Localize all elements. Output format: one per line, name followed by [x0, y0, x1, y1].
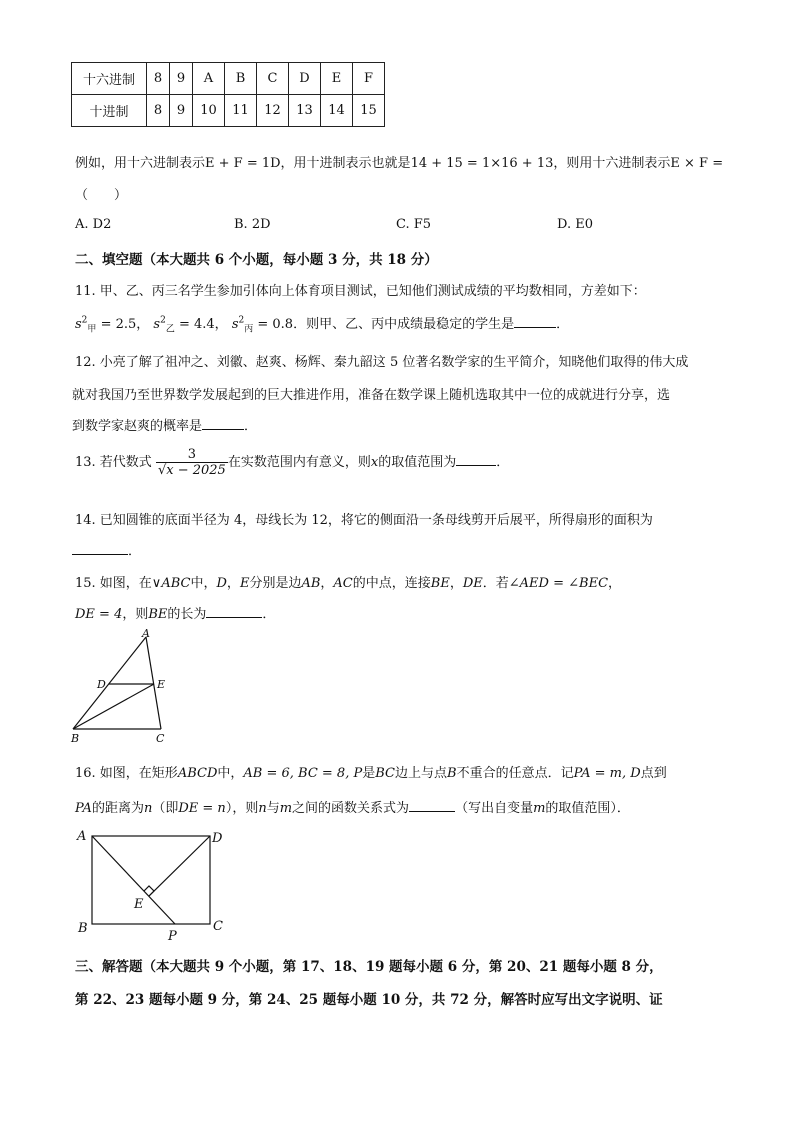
- q15-e: E: [239, 576, 250, 591]
- q16-bc: BC: [375, 766, 395, 781]
- rectangle-figure: [72, 826, 232, 944]
- table-cell: 14: [321, 95, 353, 127]
- q15-line2-tail: 的长为: [167, 607, 207, 622]
- q15-ac: AC: [333, 576, 353, 591]
- table-cell: C: [257, 63, 289, 95]
- q11-var-a: = 2.5: [100, 317, 137, 332]
- q15-ab: AB: [301, 576, 321, 591]
- q12-line1: 12. 小亮了解了祖冲之、刘徽、赵爽、杨辉、秦九韶这 5 位著名数学家的生平简介，知晓他们取得的伟大成: [75, 355, 689, 370]
- section3-line1: 三、解答题（本大题共 9 个小题，第 17、18、19 题每小题 6 分，第 20、21 题每小题 8 分，: [75, 959, 663, 975]
- q15-text5: ．若: [482, 576, 509, 591]
- q16-line2-e: 与: [266, 801, 280, 816]
- q15-text2: 中，: [190, 576, 217, 591]
- q16-n: n: [143, 801, 153, 816]
- q10-text-a: 例如，用十六进制表示: [75, 156, 206, 171]
- answer-blank: [409, 799, 455, 812]
- period: ．: [496, 455, 510, 470]
- q16-abcd: ABCD: [177, 766, 218, 781]
- q15-text4: 的中点，连接: [352, 576, 431, 591]
- label-c: C: [213, 919, 223, 934]
- q15-abc: ABC: [161, 576, 191, 591]
- label-e: E: [134, 897, 144, 912]
- label-a: A: [142, 628, 150, 640]
- q15-de-eq: DE = 4: [75, 607, 123, 622]
- q15-comma: ，: [449, 576, 463, 591]
- q10-expr1: E + F = 1D: [205, 156, 281, 171]
- q11-sub-a: 甲: [87, 324, 97, 335]
- table-row-label: 十进制: [72, 95, 147, 127]
- q11-sub-c: 丙: [244, 324, 254, 335]
- q11-sub-b: 乙: [165, 324, 175, 335]
- q10-expr3: E × F =: [670, 156, 724, 171]
- q15-comma: ，: [320, 576, 334, 591]
- q16-m2: m: [533, 801, 546, 816]
- table-cell: 15: [353, 95, 385, 127]
- table-cell: 9: [170, 95, 193, 127]
- q15-comma: ，: [608, 576, 622, 591]
- q13-radicand: x − 2025: [166, 463, 226, 478]
- q10-text-c: ，则用十六进制表示: [553, 156, 671, 171]
- table-cell: 13: [289, 95, 321, 127]
- q16-line2-h: 的取值范围）．: [545, 801, 630, 816]
- q16-text2: 中，: [217, 766, 244, 781]
- q15-be2: BE: [148, 607, 168, 622]
- triangle-figure: [66, 628, 186, 746]
- rectangle-abcd: [92, 836, 210, 924]
- period: ．: [556, 317, 570, 332]
- segment-ab: [73, 637, 146, 729]
- q13-numerator: 3: [156, 447, 228, 463]
- table-cell: 12: [257, 95, 289, 127]
- q16-n2: n: [258, 801, 267, 816]
- q16-de-eq: DE = n: [178, 801, 226, 816]
- q16-text5: 不重合的任意点．记: [456, 766, 574, 781]
- q10-text-b: ，用十进制表示也就是: [280, 156, 411, 171]
- q10-option-b: B. 2D: [234, 217, 271, 232]
- table-cell: 9: [170, 63, 193, 95]
- q11-line1: 11. 甲、乙、丙三名学生参加引体向上体育项目测试，已知他们测试成绩的平均数相同，方差如下：: [75, 284, 646, 299]
- q12-line2: 就对我国乃至世界数学发展起到的巨大推进作用，准备在数学课上随机选取其中一位的成就进行分享，选: [72, 388, 671, 403]
- q15-de: DE: [462, 576, 483, 591]
- period: ．: [262, 607, 276, 622]
- table-row-label: 十六进制: [72, 63, 147, 95]
- q12-line3: [72, 415, 257, 434]
- q16-line2-f: 之间的函数关系式为: [292, 801, 410, 816]
- q10-option-c: C. F5: [396, 217, 432, 232]
- right-angle-mark: [144, 886, 154, 896]
- q15-be: BE: [430, 576, 450, 591]
- label-b: B: [78, 921, 88, 936]
- label-e: E: [157, 678, 166, 691]
- q10-paren: （ ）: [75, 188, 128, 203]
- label-d: D: [212, 831, 223, 846]
- answer-blank: [514, 315, 556, 328]
- table-cell: F: [353, 63, 385, 95]
- q10-option-a: A. D2: [75, 217, 112, 232]
- table-row: [72, 63, 385, 95]
- q16-line2-b: 的距离为: [91, 801, 144, 816]
- q13-fraction: [156, 447, 228, 478]
- table-row: [72, 95, 385, 127]
- table-cell: 8: [147, 63, 170, 95]
- q16-m: m: [279, 801, 293, 816]
- segment-be: [73, 684, 154, 729]
- q15-comma: ，: [226, 576, 240, 591]
- section3-line2: 第 22、23 题每小题 9 分，第 24、25 题每小题 10 分，共 72 分，解答时应写出文字说明、证: [75, 992, 663, 1008]
- table-cell: B: [225, 63, 257, 95]
- table-cell: 8: [147, 95, 170, 127]
- q11-var-c: = 0.8: [257, 317, 294, 332]
- label-c: C: [156, 732, 165, 745]
- table-cell: E: [321, 63, 353, 95]
- q16-cond: AB = 6, BC = 8, P: [243, 766, 363, 781]
- q15-line1: [75, 572, 621, 591]
- table-cell: 10: [193, 95, 225, 127]
- q15-angle-eq: ∠AED = ∠BEC: [508, 576, 609, 591]
- q13-suffix: 的取值范围为: [378, 455, 457, 470]
- label-b: B: [71, 732, 80, 745]
- q11-line2: $s^2_甲 = 2.5$， $s^2_乙 = 4.4$， $s^2_丙 = 0.8$．则甲、乙、丙中成绩最稳定的学生是 ．: [75, 315, 570, 335]
- q13-var: x: [370, 455, 379, 470]
- q15-line2: [75, 603, 275, 622]
- section-heading: 二、填空题（本大题共 6 个小题，每小题 3 分，共 18 分）: [75, 252, 438, 268]
- answer-blank: [72, 542, 128, 555]
- answer-blank: [202, 417, 244, 430]
- q16-pa: PA: [75, 801, 92, 816]
- q13-denominator: √x − 2025: [157, 463, 226, 478]
- period: ．: [244, 419, 258, 434]
- q16-b: B: [447, 766, 457, 781]
- label-p: P: [168, 929, 177, 944]
- q15-d: D: [216, 576, 227, 591]
- q16-text1: 16. 如图，在矩形: [75, 766, 178, 781]
- q15-line2-text: ，则: [122, 607, 149, 622]
- q14-line1: 14. 已知圆锥的底面半径为 4，母线长为 12，将它的侧面沿一条母线剪开后展平，所得扇形的面积为: [75, 513, 653, 528]
- hex-conversion-table: [71, 62, 385, 127]
- q16-line2-d: ），则: [225, 801, 259, 816]
- table-cell: D: [289, 63, 321, 95]
- label-a: A: [77, 829, 87, 844]
- period: ．: [128, 544, 142, 559]
- q10-expr2: 14 + 15 = 1×16 + 13: [410, 156, 554, 171]
- segment-de: [149, 836, 210, 896]
- q15-text1: 15. 如图，在∨: [75, 576, 162, 591]
- q16-text6: 点到: [640, 766, 667, 781]
- q16-line1: [75, 762, 667, 781]
- q10-option-d: D. E0: [557, 217, 593, 232]
- q11-var-b: = 4.4: [178, 317, 215, 332]
- q16-line2: [75, 797, 630, 816]
- q15-text3: 分别是边: [249, 576, 302, 591]
- table-cell: 11: [225, 95, 257, 127]
- q14-line2: [72, 540, 141, 559]
- q13-line: [75, 447, 509, 478]
- label-d: D: [97, 678, 106, 691]
- q16-pam: PA = m, D: [573, 766, 641, 781]
- q16-line2-c: （即: [152, 801, 179, 816]
- q13-prefix: 13. 若代数式: [75, 455, 152, 470]
- answer-blank: [206, 605, 262, 618]
- q16-text3: 是: [362, 766, 376, 781]
- q13-middle: 在实数范围内有意义，则: [227, 455, 371, 470]
- answer-blank: [456, 453, 496, 466]
- q10-text: [75, 152, 723, 171]
- q16-line2-g: （写出自变量: [455, 801, 534, 816]
- q11-tail: ．则甲、乙、丙中成绩最稳定的学生是: [293, 317, 515, 332]
- table-cell: A: [193, 63, 225, 95]
- q16-text4: 边上与点: [394, 766, 447, 781]
- q12-line3-text: 到数学家赵爽的概率是: [72, 419, 203, 434]
